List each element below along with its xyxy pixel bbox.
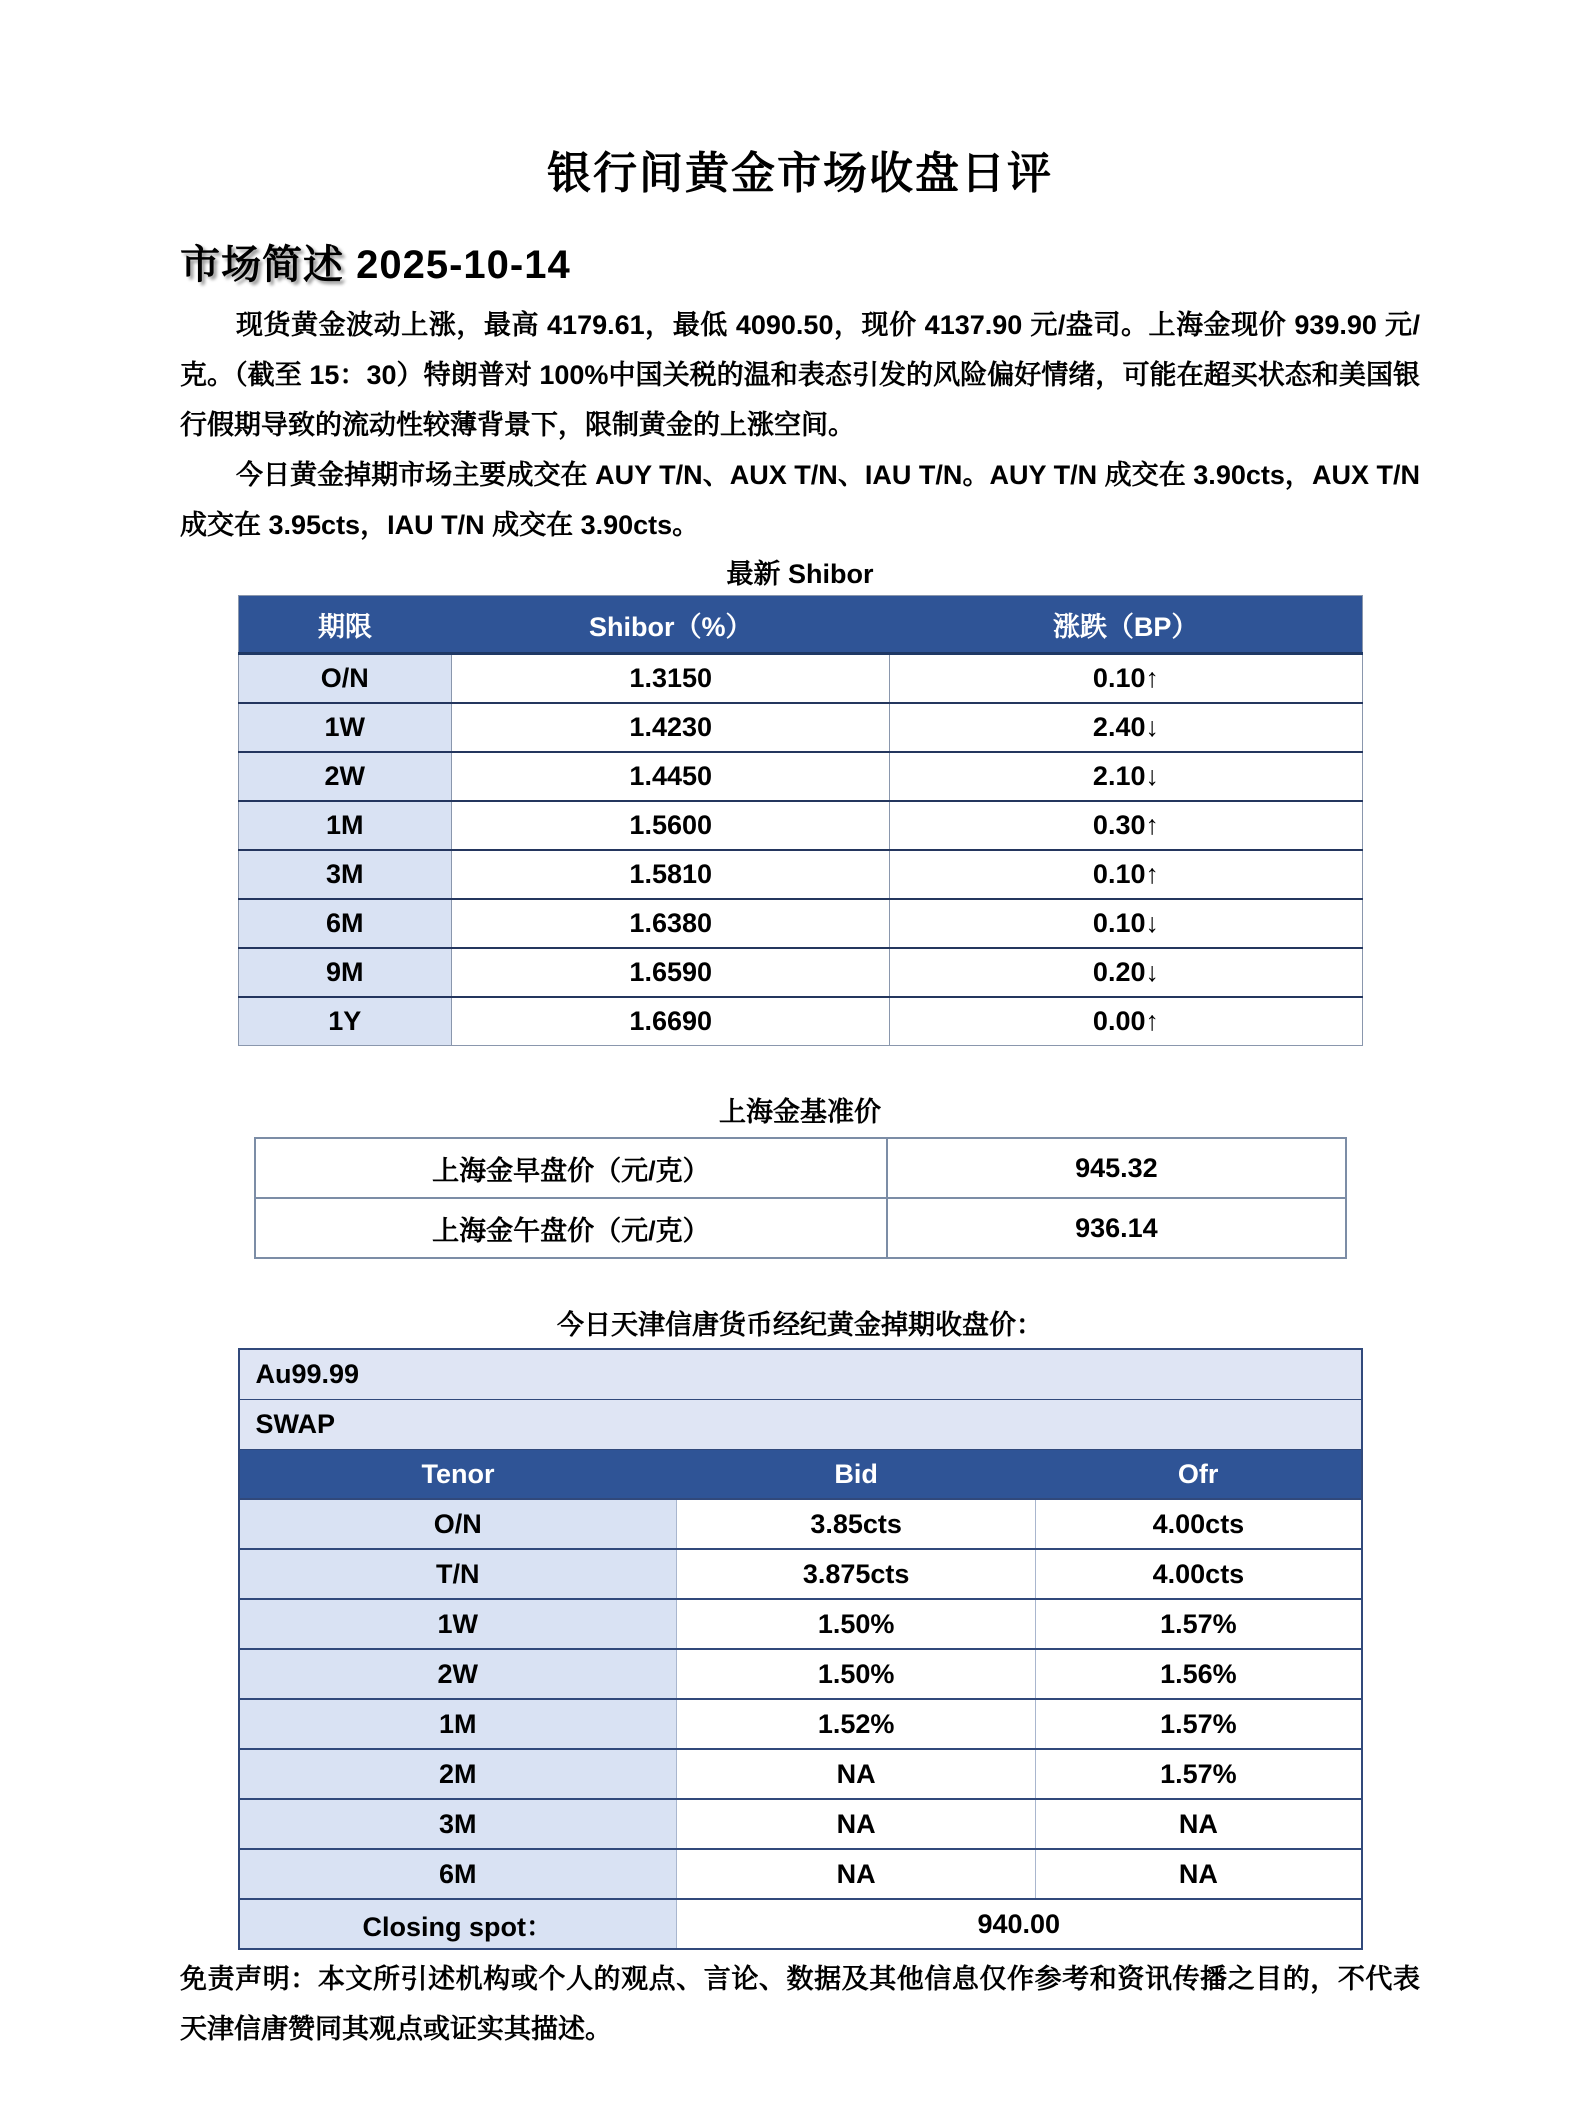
table-row (239, 1599, 1362, 1649)
ofr-cell: NA (1036, 1799, 1362, 1849)
closing-spot-section (239, 1899, 1362, 1949)
tenor-cell: 1M (239, 1699, 677, 1749)
shibor-header-rate: Shibor（%） (452, 596, 890, 654)
table-row (255, 1198, 1346, 1258)
table-row (238, 997, 1362, 1046)
bid-cell: 3.85cts (676, 1499, 1035, 1549)
rate-cell: 1.6690 (452, 997, 890, 1046)
bid-cell: NA (676, 1849, 1035, 1899)
table-row (238, 703, 1362, 752)
tenor-cell: 3M (238, 850, 452, 899)
benchmark-value-cell: 936.14 (887, 1198, 1345, 1258)
ofr-cell: 1.57% (1036, 1599, 1362, 1649)
shanghai-gold-table (254, 1137, 1347, 1259)
ofr-cell: 4.00cts (1036, 1499, 1362, 1549)
tenor-cell: 1M (238, 801, 452, 850)
instrument-row (239, 1400, 1362, 1450)
tenor-cell: 2W (239, 1649, 677, 1699)
change-cell: 2.40↓ (890, 703, 1362, 752)
ofr-cell: 1.56% (1036, 1649, 1362, 1699)
rate-cell: 1.5600 (452, 801, 890, 850)
closing-spot-value: 940.00 (676, 1899, 1361, 1949)
table-row (238, 850, 1362, 899)
tenor-cell: 3M (239, 1799, 677, 1849)
page-title: 银行间黄金市场收盘日评 (547, 149, 1053, 198)
report-date: 2025-10-14 (356, 243, 571, 287)
gold-swap-table (238, 1348, 1363, 1950)
table-row (239, 1849, 1362, 1899)
rate-cell: 1.4230 (452, 703, 890, 752)
table-row (239, 1699, 1362, 1749)
tenor-cell: 2W (238, 752, 452, 801)
bid-cell: 1.52% (676, 1699, 1035, 1749)
table-row (238, 801, 1362, 850)
table-header-row (238, 596, 1362, 654)
table-row (255, 1138, 1346, 1198)
swap-header-tenor: Tenor (239, 1450, 677, 1500)
swap-header-ofr: Ofr (1036, 1450, 1362, 1500)
benchmark-label-cell: 上海金早盘价（元/克） (255, 1138, 888, 1198)
table-row (239, 1549, 1362, 1599)
ofr-cell: 1.57% (1036, 1699, 1362, 1749)
tenor-cell: O/N (238, 654, 452, 704)
table-row (239, 1799, 1362, 1849)
rate-cell: 1.6590 (452, 948, 890, 997)
tenor-cell: 9M (238, 948, 452, 997)
tenor-cell: 1W (238, 703, 452, 752)
ofr-cell: 4.00cts (1036, 1549, 1362, 1599)
change-cell: 0.20↓ (890, 948, 1362, 997)
bid-cell: 1.50% (676, 1649, 1035, 1699)
table-row (238, 899, 1362, 948)
product-row (239, 1349, 1362, 1400)
shibor-table-header (238, 596, 1362, 654)
bid-cell: NA (676, 1749, 1035, 1799)
gold-swap-table-body (239, 1499, 1362, 1899)
table-row (238, 752, 1362, 801)
market-summary-paragraph-2: 今日黄金掉期市场主要成交在 AUY T/N、AUX T/N、IAU T/N。AUY T/N 成交在 3.90cts，AUX T/N 成交在 3.95cts，IAU T/N 成交在 3.90cts。 (180, 460, 1420, 540)
product-cell: Au99.99 (239, 1349, 1362, 1400)
tenor-cell: 2M (239, 1749, 677, 1799)
table-row (238, 654, 1362, 704)
table-row (239, 1749, 1362, 1799)
rate-cell: 1.4450 (452, 752, 890, 801)
swap-header-bid: Bid (676, 1450, 1035, 1500)
section-heading (180, 233, 1420, 290)
table-row (239, 1499, 1362, 1549)
rate-cell: 1.6380 (452, 899, 890, 948)
bid-cell: NA (676, 1799, 1035, 1849)
rate-cell: 1.5810 (452, 850, 890, 899)
shibor-table-body (238, 654, 1362, 1046)
instrument-cell: SWAP (239, 1400, 1362, 1450)
tenor-cell: 1Y (238, 997, 452, 1046)
rate-cell: 1.3150 (452, 654, 890, 704)
benchmark-label-cell: 上海金午盘价（元/克） (255, 1198, 888, 1258)
shibor-table-caption: 最新 Shibor (726, 559, 874, 589)
closing-spot-label: Closing spot： (239, 1899, 677, 1949)
tenor-cell: 6M (239, 1849, 677, 1899)
section-heading-label: 市场简述 (180, 243, 344, 287)
shibor-header-change: 涨跌（BP） (890, 596, 1362, 654)
gold-swap-table-head (239, 1349, 1362, 1499)
shibor-table (238, 595, 1363, 1046)
shanghai-gold-table-body (255, 1138, 1346, 1258)
ofr-cell: NA (1036, 1849, 1362, 1899)
bid-cell: 1.50% (676, 1599, 1035, 1649)
table-row (238, 948, 1362, 997)
change-cell: 2.10↓ (890, 752, 1362, 801)
change-cell: 0.10↑ (890, 850, 1362, 899)
tenor-cell: O/N (239, 1499, 677, 1549)
change-cell: 0.10↑ (890, 654, 1362, 704)
shibor-header-tenor: 期限 (238, 596, 452, 654)
ofr-cell: 1.57% (1036, 1749, 1362, 1799)
tenor-cell: 6M (238, 899, 452, 948)
shanghai-gold-caption: 上海金基准价 (719, 1097, 881, 1127)
closing-spot-row (239, 1899, 1362, 1949)
swap-table-caption: 今日天津信唐货币经纪黄金掉期收盘价： (557, 1310, 1043, 1340)
tenor-cell: 1W (239, 1599, 677, 1649)
market-summary-paragraph-1: 现货黄金波动上涨，最高 4179.61，最低 4090.50，现价 4137.90 元/盎司。上海金现价 939.90 元/克。（截至 15：30）特朗普对 100%中国关税的温和表态引发的风险偏好情绪，可能在超买状态和美国银行假期导致的流动性较薄背景下，限制黄金的上涨空间。 (180, 310, 1420, 440)
benchmark-value-cell: 945.32 (887, 1138, 1345, 1198)
table-header-row (239, 1450, 1362, 1500)
bid-cell: 3.875cts (676, 1549, 1035, 1599)
change-cell: 0.30↑ (890, 801, 1362, 850)
disclaimer-text: 免责声明：本文所引述机构或个人的观点、言论、数据及其他信息仅作参考和资讯传播之目的，不代表天津信唐赞同其观点或证实其描述。 (180, 1964, 1420, 2044)
tenor-cell: T/N (239, 1549, 677, 1599)
table-row (239, 1649, 1362, 1699)
change-cell: 0.10↓ (890, 899, 1362, 948)
change-cell: 0.00↑ (890, 997, 1362, 1046)
